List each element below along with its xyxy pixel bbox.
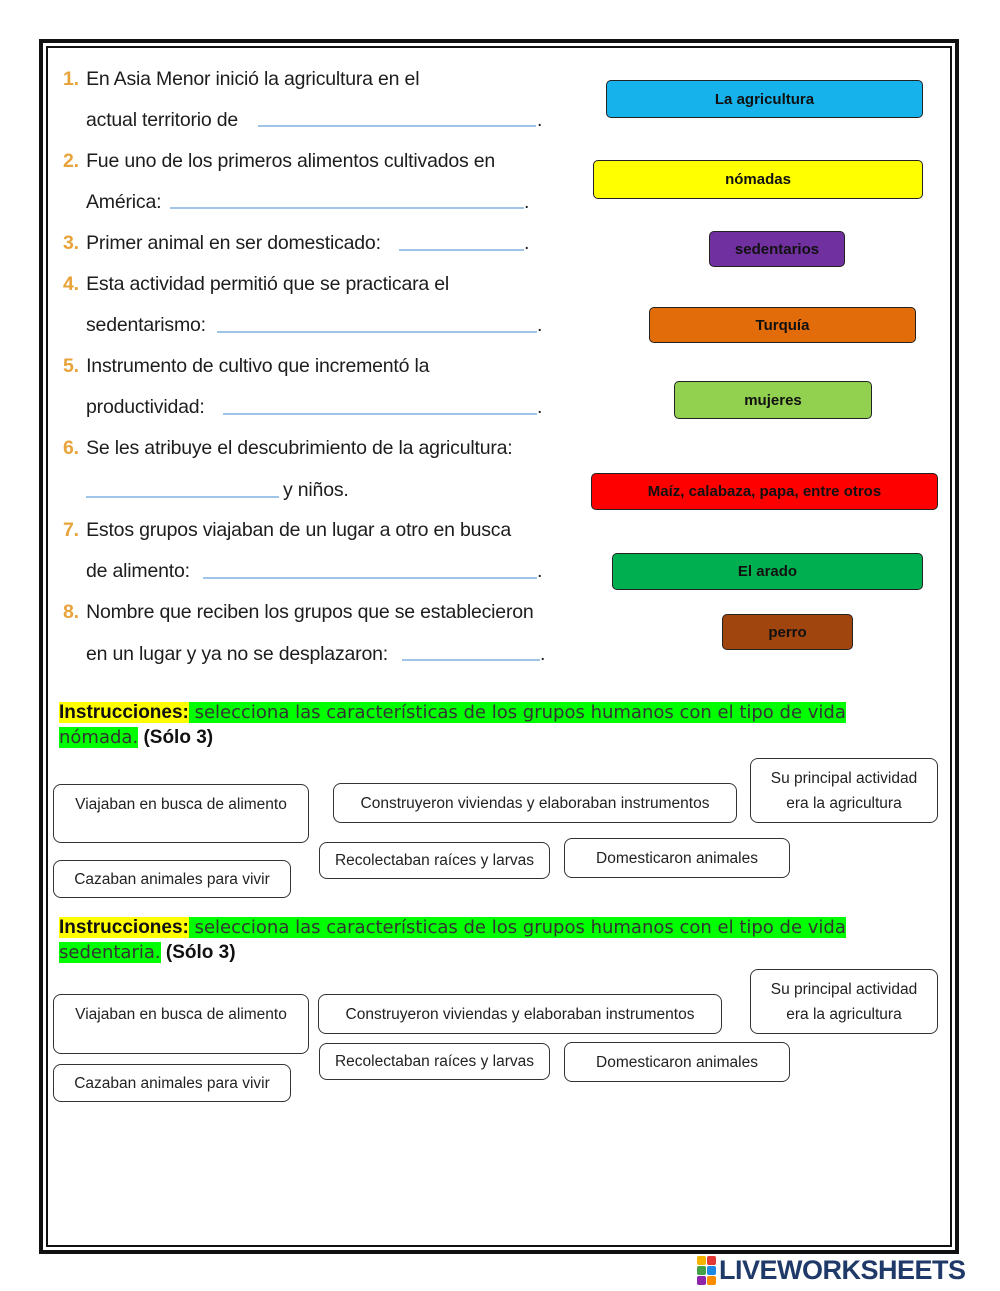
question-2: 2. Fue uno de los primeros alimentos cultivados en: [63, 150, 496, 172]
question-1-period: .: [537, 109, 543, 131]
answer-blank-4[interactable]: [217, 331, 537, 333]
question-4-period: .: [537, 314, 543, 336]
option-viajaban-sedentaria[interactable]: Viajaban en busca de alimento: [53, 994, 309, 1054]
question-7-line2: de alimento:: [86, 560, 190, 582]
option-cazaban-nomada[interactable]: Cazaban animales para vivir: [53, 860, 291, 898]
question-8: 8. Nombre que reciben los grupos que se establecieron: [63, 601, 534, 623]
question-6-line2: y niños.: [283, 479, 349, 501]
word-chip-maiz[interactable]: Maíz, calabaza, papa, entre otros: [591, 473, 938, 510]
logo-blocks-icon: [697, 1256, 716, 1285]
answer-blank-7[interactable]: [203, 577, 537, 579]
question-2-line2: América:: [86, 191, 162, 213]
answer-blank-5[interactable]: [223, 413, 537, 415]
option-principal-sedentaria[interactable]: Su principal actividad era la agricultura: [750, 969, 938, 1034]
answer-blank-6[interactable]: [86, 496, 279, 498]
question-5-period: .: [537, 396, 543, 418]
option-construyeron-nomada[interactable]: Construyeron viviendas y elaboraban instrumentos: [333, 783, 737, 823]
instructions-sedentaria: Instrucciones: selecciona las características de los grupos humanos con el tipo de vida sedentaria. (Sólo 3): [59, 917, 846, 963]
question-8-period: .: [540, 643, 546, 665]
option-recolectaban-nomada[interactable]: Recolectaban raíces y larvas: [319, 842, 550, 879]
liveworksheets-logo: [697, 1255, 966, 1285]
option-viajaban-nomada[interactable]: Viajaban en busca de alimento: [53, 784, 309, 843]
question-4: 4. Esta actividad permitió que se practicara el: [63, 273, 450, 295]
answer-blank-8[interactable]: [402, 659, 540, 661]
question-3-period: .: [524, 232, 530, 254]
question-7-period: .: [537, 560, 543, 582]
word-chip-sedentarios[interactable]: sedentarios: [709, 231, 845, 267]
answer-blank-1[interactable]: [258, 125, 536, 127]
question-2-period: .: [524, 191, 530, 213]
question-4-line2: sedentarismo:: [86, 314, 206, 336]
word-chip-la-agricultura[interactable]: La agricultura: [606, 80, 923, 118]
word-chip-nomadas[interactable]: nómadas: [593, 160, 923, 199]
answer-blank-3[interactable]: [399, 249, 524, 251]
word-chip-mujeres[interactable]: mujeres: [674, 381, 872, 419]
question-5: 5. Instrumento de cultivo que incrementó la: [63, 355, 430, 377]
question-7: 7. Estos grupos viajaban de un lugar a otro en busca: [63, 519, 511, 541]
question-3: 3. Primer animal en ser domesticado:: [63, 232, 381, 254]
option-domesticaron-sedentaria[interactable]: Domesticaron animales: [564, 1042, 790, 1082]
option-recolectaban-sedentaria[interactable]: Recolectaban raíces y larvas: [319, 1043, 550, 1080]
question-6: 6. Se les atribuye el descubrimiento de la agricultura:: [63, 437, 513, 459]
instructions-nomada: Instrucciones: selecciona las características de los grupos humanos con el tipo de vida nómada. (Sólo 3): [59, 702, 846, 748]
option-principal-nomada[interactable]: Su principal actividad era la agricultura: [750, 758, 938, 823]
word-chip-el-arado[interactable]: El arado: [612, 553, 923, 590]
question-5-line2: productividad:: [86, 396, 205, 418]
option-construyeron-sedentaria[interactable]: Construyeron viviendas y elaboraban instrumentos: [318, 994, 722, 1034]
word-chip-turquia[interactable]: Turquía: [649, 307, 916, 343]
answer-blank-2[interactable]: [170, 207, 524, 209]
option-cazaban-sedentaria[interactable]: Cazaban animales para vivir: [53, 1064, 291, 1102]
logo-text: LIVEWORKSHEETS: [719, 1254, 966, 1285]
word-chip-perro[interactable]: perro: [722, 614, 853, 650]
question-1-line2: actual territorio de: [86, 109, 239, 131]
question-8-line2: en un lugar y ya no se desplazaron:: [86, 643, 388, 665]
option-domesticaron-nomada[interactable]: Domesticaron animales: [564, 838, 790, 878]
question-1: 1. En Asia Menor inició la agricultura en el: [63, 68, 420, 90]
